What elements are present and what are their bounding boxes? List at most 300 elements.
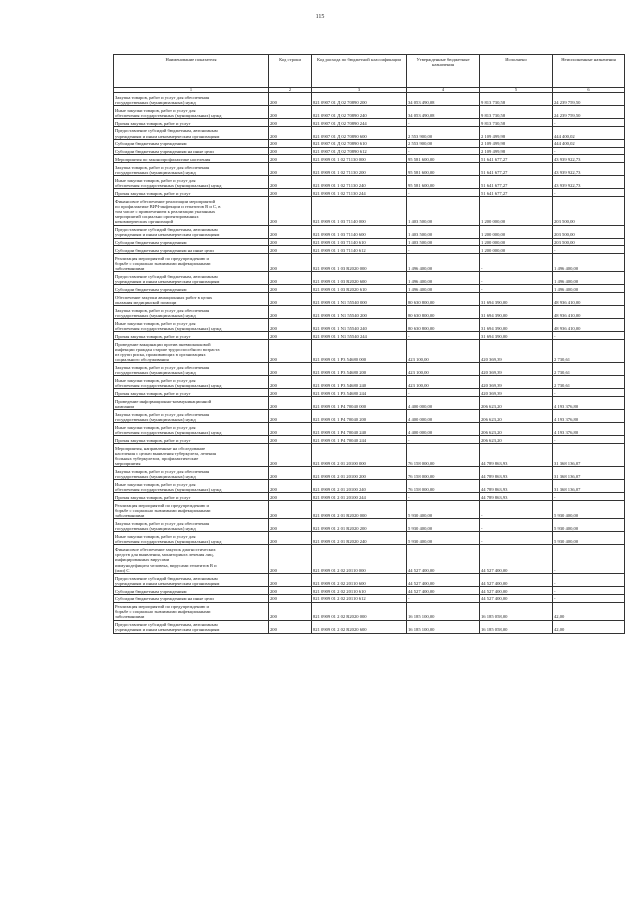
row-name [114,501,269,519]
row-executed: 206 623,20 [480,423,553,436]
row-unexecuted: 48 936 410,00 [553,306,625,319]
row-name [114,594,269,602]
row-approved: 95 581 600,00 [407,155,480,163]
table-row [114,620,625,633]
row-name-line: Финансовое обеспечение закупок диагностических [115,546,216,552]
row-name [114,106,269,119]
row-budget-code: 821 0907 01 Д 02 70890 244 [312,119,407,127]
header-approved: Утвержденные бюджетные назначения [407,55,480,88]
row-executed: - [480,501,553,519]
row-executed: 44 789 863,93 [480,493,553,501]
row-name [114,332,269,340]
row-unexecuted: 43 939 922,73 [553,176,625,189]
row-approved: 5 930 400,00 [407,501,480,519]
row-code: 200 [269,467,312,480]
table-row [114,545,625,574]
row-unexecuted: - [553,389,625,397]
row-name [114,119,269,127]
row-unexecuted: 203 500,00 [553,238,625,246]
row-approved: 76 158 000,00 [407,443,480,466]
row-unexecuted: 444 400,02 [553,126,625,139]
row-approved: 1 403 500,00 [407,225,480,238]
table-row [114,272,625,285]
row-approved: 34 053 490,08 [407,106,480,119]
row-name-line: учреждениям и иным некоммерческим организациям [115,279,220,285]
row-executed: 51 641 677,27 [480,163,553,176]
row-name-line: государственных (муниципальных) нужд [115,474,196,480]
row-name-line: обеспечения государственных (муниципальных) нужд [115,112,222,118]
row-name-line: борьбе с социально значимыми инфекционными [115,260,211,266]
row-executed: 44 527 400,00 [480,545,553,574]
row-executed: - [480,285,553,293]
row-executed: - [480,254,553,272]
row-unexecuted: 5 930 400,00 [553,501,625,519]
row-executed: 44 789 863,93 [480,480,553,493]
table-row [114,586,625,594]
table-row [114,410,625,423]
row-budget-code: 821 0907 01 Д 02 70890 200 [312,93,407,106]
row-budget-code: 821 0909 01 2 01 R2020 000 [312,501,407,519]
row-budget-code: 821 0909 01 2 02 20110 000 [312,545,407,574]
row-name-line: Реализация мероприятий по предупреждению и [115,604,209,610]
row-code: 200 [269,176,312,189]
row-name [114,363,269,376]
row-budget-code: 821 0909 01 1 P3 54680 244 [312,389,407,397]
row-code: 200 [269,119,312,127]
row-name [114,139,269,147]
row-budget-code: 821 0909 01 2 01 20100 200 [312,467,407,480]
row-name-line: учреждениям и иным некоммерческим организациям [115,133,220,139]
row-approved: - [407,493,480,501]
row-name-line: Иные закупки товаров, работ и услуг для [115,533,196,539]
row-code: 200 [269,189,312,197]
row-budget-code: 821 0909 01 2 02 20110 612 [312,594,407,602]
row-executed: 44 527 400,00 [480,586,553,594]
table-row [114,376,625,389]
row-name [114,319,269,332]
row-code: 200 [269,493,312,501]
row-name-line: Предоставление субсидий бюджетным, автономным [115,128,218,134]
row-approved: 423 100,00 [407,339,480,362]
row-budget-code: 821 0909 01 1 N1 55540 200 [312,306,407,319]
row-budget-code: 821 0909 01 1 P4 70040 000 [312,397,407,410]
row-name-line: Закупка товаров, работ и услуг для обеспечения [115,520,210,526]
row-approved: 1 496 400,00 [407,285,480,293]
row-name-line: населения с целью выявления туберкулеза, лечения [115,450,216,456]
row-executed: 51 641 677,27 [480,189,553,197]
row-unexecuted: 43 939 922,73 [553,163,625,176]
row-name-line: учреждениям и иным некоммерческим организациям [115,580,220,586]
row-name [114,225,269,238]
row-name [114,586,269,594]
row-executed: 9 813 730,58 [480,93,553,106]
header-name: Наименование показателя [114,55,269,88]
row-executed: 16 185 058,00 [480,602,553,620]
row-executed: 2 109 499,98 [480,147,553,155]
row-executed: 44 527 400,00 [480,573,553,586]
row-name [114,436,269,444]
row-name-line: учреждениям и иным некоммерческим организациям [115,232,220,238]
row-budget-code: 821 0909 01 1 N1 55540 000 [312,293,407,306]
row-unexecuted: 444 400,02 [553,139,625,147]
table-row [114,225,625,238]
row-executed: 1 200 000,00 [480,196,553,225]
row-executed: 2 109 499,98 [480,126,553,139]
row-approved: 95 581 600,00 [407,163,480,176]
row-executed: 420 369,39 [480,389,553,397]
row-name [114,480,269,493]
row-executed: 1 200 000,00 [480,225,553,238]
row-code: 200 [269,272,312,285]
table-row [114,389,625,397]
row-unexecuted: 203 500,00 [553,225,625,238]
row-approved: 1 496 400,00 [407,254,480,272]
row-name-line: обеспечения государственных (муниципальных) нужд [115,182,222,188]
row-unexecuted: - [553,332,625,340]
row-name [114,163,269,176]
table-row [114,363,625,376]
row-unexecuted: 31 368 136,07 [553,480,625,493]
row-code: 200 [269,389,312,397]
row-name [114,189,269,197]
table-row [114,443,625,466]
row-name [114,238,269,246]
row-unexecuted: 4 193 376,80 [553,423,625,436]
row-code: 200 [269,196,312,225]
row-name-line: Мероприятия по законопрофилактике населения [115,156,211,162]
row-budget-code: 821 0909 01 1 03 71140 610 [312,238,407,246]
row-name-line: иммунодефицита человека, вирусами гепатитов В и [115,562,217,568]
row-approved: 1 403 500,00 [407,196,480,225]
row-code: 200 [269,436,312,444]
row-name [114,573,269,586]
row-budget-code: 821 0909 01 1 03 71140 612 [312,246,407,254]
row-unexecuted: 48 936 410,00 [553,319,625,332]
row-name-line: Реализация мероприятий по предупреждению и [115,502,209,508]
row-unexecuted: 42,00 [553,602,625,620]
row-name-line: средств для выявления, мониторинга лечения лиц, [115,552,214,558]
row-budget-code: 821 0909 01 1 03 71140 000 [312,196,407,225]
table-row [114,246,625,254]
row-name [114,545,269,574]
row-code: 200 [269,93,312,106]
row-approved: 16 185 100,00 [407,620,480,633]
row-name-line: оказания медицинской помощи [115,299,177,305]
table-row [114,501,625,519]
row-name-line: Субсидии бюджетным учреждениям на иные цели [115,247,214,253]
row-name [114,246,269,254]
row-approved: 80 630 800,00 [407,319,480,332]
row-code: 200 [269,106,312,119]
row-approved: 5 930 400,00 [407,519,480,532]
row-code: 200 [269,246,312,254]
row-budget-code: 821 0909 01 2 02 20110 600 [312,573,407,586]
table-row [114,119,625,127]
table-row [114,306,625,319]
row-name-line: Субсидии бюджетным учреждениям [115,286,187,292]
row-code: 200 [269,620,312,633]
row-name-line: Проведение информационно-коммуникационной [115,398,212,404]
row-name-line: мероприятия [115,461,141,467]
row-unexecuted: 5 930 400,00 [553,519,625,532]
table-row [114,126,625,139]
row-code: 200 [269,594,312,602]
row-code: 200 [269,339,312,362]
row-approved: 2 553 900,00 [407,139,480,147]
row-name-line: государственных (муниципальных) нужд [115,370,196,376]
row-approved: 44 527 400,00 [407,573,480,586]
table-row [114,332,625,340]
row-name-line: Прочая закупка товаров, работ и услуг [115,494,191,500]
row-name-line: из групп риска, проживающих в организациях [115,351,206,357]
table-row [114,423,625,436]
row-unexecuted: - [553,119,625,127]
row-code: 200 [269,238,312,246]
table-row [114,254,625,272]
row-name-line: Обеспечение закупки авиационных работ в целях [115,294,213,300]
row-code: 200 [269,319,312,332]
row-name-line: Закупка товаров, работ и услуг для обеспечения [115,411,210,417]
row-name [114,147,269,155]
row-budget-code: 821 0909 01 2 01 20100 244 [312,493,407,501]
row-budget-code: 821 0909 01 1 02 71130 244 [312,189,407,197]
table-row [114,285,625,293]
row-executed: 31 694 390,00 [480,306,553,319]
row-budget-code: 821 0909 01 1 P4 70040 200 [312,410,407,423]
row-code: 200 [269,225,312,238]
row-name-line: обеспечения государственных (муниципальных) нужд [115,539,222,545]
row-approved: 16 185 100,00 [407,602,480,620]
table-row [114,532,625,545]
row-name-line: кампании [115,403,134,409]
column-number: 4 [407,88,480,93]
column-number: 1 [114,88,269,93]
row-budget-code: 821 0909 01 1 03 71140 600 [312,225,407,238]
row-name [114,293,269,306]
header-budget-code: Код расхода по бюджетной классификации [312,55,407,88]
row-approved: 76 158 000,00 [407,467,480,480]
row-approved: - [407,389,480,397]
row-name [114,196,269,225]
row-name-line: Субсидии бюджетным учреждениям [115,240,187,246]
row-executed: - [480,272,553,285]
row-name-line: Мероприятия, направленные на обследование [115,445,206,451]
table-row [114,519,625,532]
row-budget-code: 821 0907 01 Д 02 70890 240 [312,106,407,119]
row-budget-code: 821 0909 01 1 02 71130 240 [312,176,407,189]
row-executed: 51 641 677,27 [480,176,553,189]
row-name-line: борьбе с социально значимыми инфекционными [115,507,211,513]
row-name [114,339,269,362]
row-name [114,602,269,620]
row-name [114,532,269,545]
row-budget-code: 821 0909 01 2 01 R2020 240 [312,532,407,545]
row-approved: - [407,189,480,197]
row-executed: 51 641 677,27 [480,155,553,163]
table-row [114,602,625,620]
row-unexecuted: - [553,493,625,501]
row-name-line: борьбе с социально значимыми инфекционными [115,609,211,615]
table-row [114,238,625,246]
row-unexecuted: 2 730,61 [553,363,625,376]
row-budget-code: 821 0909 01 1 N1 55540 240 [312,319,407,332]
row-name [114,443,269,466]
row-code: 200 [269,410,312,423]
row-unexecuted: 43 939 922,73 [553,155,625,163]
table-row [114,189,625,197]
row-approved: 1 496 400,00 [407,272,480,285]
page-number: 115 [315,14,325,20]
row-name-line: учреждениям и иным некоммерческим организациям [115,627,220,633]
row-executed: - [480,519,553,532]
table-row [114,155,625,163]
row-name-line: инфицированных вирусами [115,557,170,563]
row-budget-code: 821 0909 01 1 P4 70040 240 [312,423,407,436]
column-number: 5 [480,88,553,93]
row-approved: 95 581 600,00 [407,176,480,189]
row-approved: 4 400 000,00 [407,397,480,410]
row-name-line: Субсидии бюджетным учреждениям [115,588,187,594]
row-name-line: Иные закупки товаров, работ и услуг для [115,424,196,430]
row-name-line: Закупка товаров, работ и услуг для обеспечения [115,364,210,370]
row-name-line: Предоставление субсидий бюджетным, автономным [115,622,218,628]
row-name [114,493,269,501]
row-name-line: по профилактике ВИЧ-инфекции и гепатитов В и С, в [115,203,221,209]
table-row [114,147,625,155]
row-name-line: Предоставление субсидий бюджетным, автономным [115,575,218,581]
row-executed: 31 694 390,00 [480,293,553,306]
row-approved: 1 403 500,00 [407,238,480,246]
row-name-line: заболеваниями [115,266,145,272]
row-name-line: Прочая закупка товаров, работ и услуг [115,190,191,196]
row-unexecuted: 48 936 410,00 [553,293,625,306]
row-name-line: Прочая закупка товаров, работ и услуг [115,120,191,126]
row-approved: 2 553 900,00 [407,126,480,139]
row-code: 200 [269,376,312,389]
row-name [114,410,269,423]
table-row [114,436,625,444]
header-executed: Исполнено [480,55,553,88]
row-unexecuted: 42,00 [553,620,625,633]
row-approved: - [407,119,480,127]
row-name [114,272,269,285]
row-code: 200 [269,139,312,147]
row-name-line: Субсидии бюджетным учреждениям на иные цели [115,149,214,155]
row-unexecuted: 1 496 400,00 [553,254,625,272]
row-unexecuted: - [553,573,625,586]
row-approved: 423 100,00 [407,376,480,389]
row-budget-code: 821 0909 01 2 02 20110 610 [312,586,407,594]
row-name-line: социального обслуживания [115,357,169,363]
table-header-row [114,55,625,88]
row-code: 200 [269,285,312,293]
row-budget-code: 821 0909 01 1 P3 54680 200 [312,363,407,376]
row-unexecuted: 4 193 376,80 [553,397,625,410]
row-budget-code: 821 0907 01 Д 02 70890 612 [312,147,407,155]
row-name-line: обеспечения государственных (муниципальных) нужд [115,429,222,435]
row-budget-code: 821 0909 01 1 03 R2020 000 [312,254,407,272]
row-name-line: обеспечения государственных (муниципальных) нужд [115,383,222,389]
row-name-line: Иные закупки товаров, работ и услуг для [115,481,196,487]
row-name-line: Проведение вакцинации против пневмококковой [115,341,211,347]
table-row [114,397,625,410]
row-name-line: Закупка товаров, работ и услуг для обеспечения [115,164,210,170]
table-row [114,493,625,501]
row-name-line: (или) С [115,567,130,573]
row-name-line: Субсидии бюджетным учреждениям на иные цели [115,596,214,602]
row-unexecuted: 2 730,61 [553,339,625,362]
table-row [114,594,625,602]
row-approved: 5 930 400,00 [407,532,480,545]
row-name [114,389,269,397]
row-executed: 44 527 400,00 [480,594,553,602]
column-number: 3 [312,88,407,93]
row-name-line: Реализация мероприятий по предупреждению и [115,255,209,261]
row-executed: 2 109 499,98 [480,139,553,147]
row-executed: 9 813 730,58 [480,119,553,127]
budget-report-table [113,54,625,634]
row-name [114,397,269,410]
row-unexecuted: 31 368 136,07 [553,443,625,466]
row-code: 200 [269,545,312,574]
row-executed: 420 369,39 [480,339,553,362]
row-approved: 44 527 400,00 [407,545,480,574]
row-approved: - [407,246,480,254]
row-executed: 9 813 730,58 [480,106,553,119]
row-name-line: том числе с привлечением к реализации указанных [115,208,216,214]
row-code: 200 [269,155,312,163]
row-unexecuted: 31 368 136,07 [553,467,625,480]
budget-report-table-container [113,54,624,634]
row-name-line: Прочая закупка товаров, работ и услуг [115,333,191,339]
row-code: 200 [269,147,312,155]
row-unexecuted: - [553,189,625,197]
row-name [114,423,269,436]
row-executed: 16 185 058,00 [480,620,553,633]
row-executed: 420 369,39 [480,376,553,389]
row-name-line: обеспечения государственных (муниципальных) нужд [115,487,222,493]
row-code: 200 [269,397,312,410]
row-approved: - [407,436,480,444]
row-approved: - [407,147,480,155]
row-name-line: государственных (муниципальных) нужд [115,526,196,532]
row-unexecuted: - [553,246,625,254]
row-unexecuted: - [553,147,625,155]
table-row [114,467,625,480]
table-row [114,573,625,586]
row-unexecuted: 2 730,61 [553,376,625,389]
row-code: 200 [269,480,312,493]
row-executed: 1 200 000,00 [480,246,553,254]
row-name [114,93,269,106]
row-unexecuted: 203 500,00 [553,196,625,225]
row-budget-code: 821 0909 01 1 03 R2020 600 [312,272,407,285]
row-code: 200 [269,519,312,532]
row-unexecuted: - [553,545,625,574]
row-budget-code: 821 0909 01 2 01 20100 000 [312,443,407,466]
row-unexecuted: - [553,436,625,444]
row-name-line: Прочая закупка товаров, работ и услуг [115,437,191,443]
row-name-line: Иные закупки товаров, работ и услуг для [115,320,196,326]
table-row [114,176,625,189]
row-budget-code: 821 0909 01 1 02 71130 200 [312,163,407,176]
row-name [114,254,269,272]
row-code: 200 [269,126,312,139]
table-row [114,293,625,306]
row-name [114,126,269,139]
column-number: 6 [553,88,625,93]
row-budget-code: 821 0909 01 1 P4 70040 244 [312,436,407,444]
